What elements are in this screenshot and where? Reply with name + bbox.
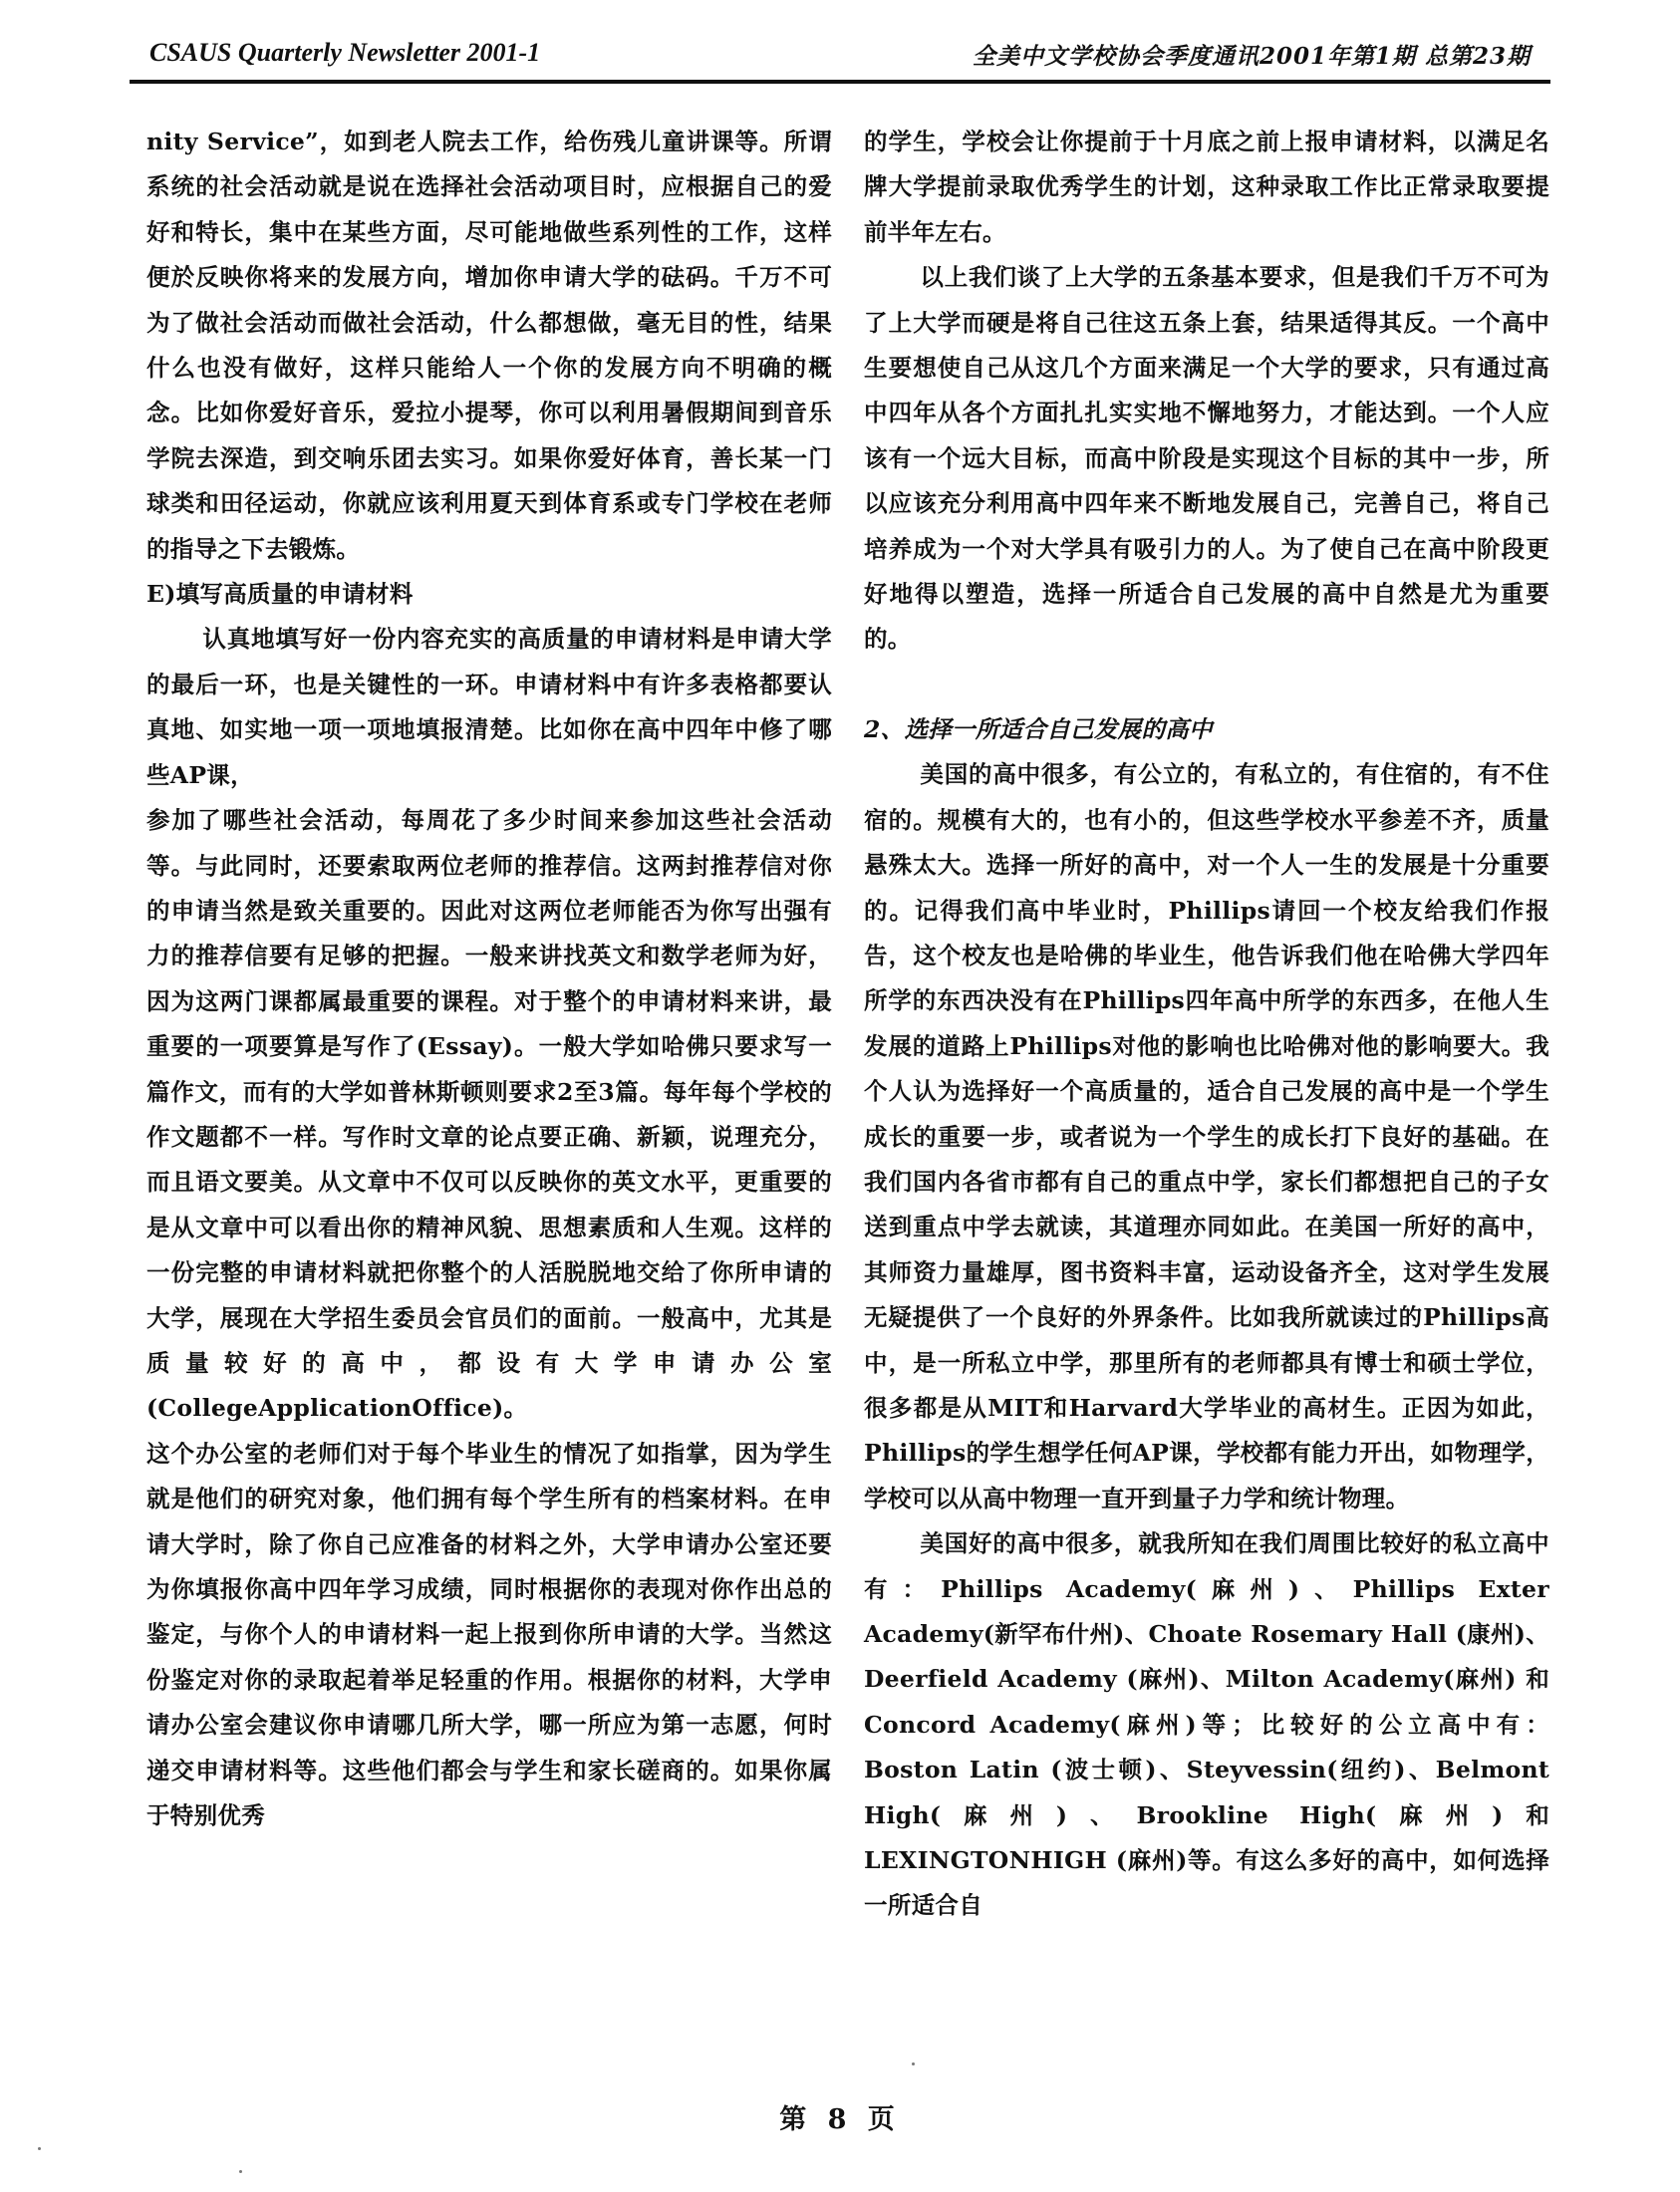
right-paragraph-2: 以上我们谈了上大学的五条基本要求，但是我们千万不可为了上大学而硬是将自己往这五条上套，结果适得其反。一个高中生要想使自己从这几个方面来满足一个大学的要求，只有通过高中四年从各个方面扎扎实实地不懈地努力，才能达到。一个人应该有一个远大目标，而高中阶段是实现这个目标的其中一步，所以应该充分利用高中四年来不断地发展自己，完善自己，将自己培养成为一个对大学具有吸引力的人。为了使自己在高中阶段更好地得以塑造，选择一所适合自己发展的高中自然是尤为重要的。 — [864, 263, 1549, 654]
scan-speck — [38, 2147, 41, 2150]
left-paragraph-4: 这个办公室的老师们对于每个毕业生的情况了如指掌，因为学生就是他们的研究对象，他们拥有每个学生所有的档案材料。在申请大学时，除了你自己应准备的材料之外，大学申请办公室还要为你填报你高中四年学习成绩，同时根据你的表现对你作出总的鉴定，与你个人的申请材料一起上报到你所申请的大学。当然这份鉴定对你的录取起着举足轻重的作用。根据你的材料，大学申请办公室会建议你申请哪几所大学，哪一所应为第一志愿，何时递交申请材料等。这些他们都会与学生和家长磋商的。如果你属于特别优秀 — [146, 1439, 832, 1830]
newsletter-title-zh: 全美中文学校协会季度通讯2001年第1期 总第23期 — [972, 43, 1531, 70]
right-column — [864, 120, 1549, 1929]
section-heading-2: 2、选择一所适合自己发展的高中 — [864, 714, 1213, 743]
scan-speck — [239, 2170, 242, 2173]
right-paragraph-1: 的学生，学校会让你提前于十月底之前上报申请材料，以满足名牌大学提前录取优秀学生的计划，这种录取工作比正常录取要提前半年左右。 — [864, 128, 1549, 246]
scan-speck — [912, 2062, 915, 2065]
left-paragraph-2: 认真地填写好一份内容充实的高质量的申请材料是申请大学的最后一环，也是关键性的一环。申请材料中有许多表格都要认真地、如实地一项一项地填报清楚。比如你在高中四年中修了哪些AP课， — [146, 625, 832, 789]
left-paragraph-3: 参加了哪些社会活动，每周花了多少时间来参加这些社会活动等。与此同时，还要索取两位老师的推荐信。这两封推荐信对你的申请当然是致关重要的。因此对这两位老师能否为你写出强有力的推荐信要有足够的把握。一般来讲找英文和数学老师为好，因为这两门课都属最重要的课程。对于整个的申请材料来讲，最重要的一项要算是写作了(Essay)。一般大学如哈佛只要求写一篇作文，而有的大学如普林斯顿则要求2至3篇。每年每个学校的作文题都不一样。写作时文章的论点要正确、新颖，说理充分，而且语文要美。从文章中不仅可以反映你的英文水平，更重要的是从文章中可以看出你的精神风貌、思想素质和人生观。这样的一份完整的申请材料就把你整个的人活脱脱地交给了你所申请的大学，展现在大学招生委员会官员们的面前。一般高中，尤其是质量较好的高中，都设有大学申请办公室(CollegeApplicationOffice)。 — [146, 806, 832, 1423]
header-divider — [130, 80, 1550, 84]
newsletter-title-en: CSAUS Quarterly Newsletter 2001-1 — [149, 38, 541, 67]
page-number: 第 8 页 — [779, 2104, 901, 2135]
left-paragraph-1: nity Service”，如到老人院去工作，给伤残儿童讲课等。所谓系统的社会活动就是说在选择社会活动项目时，应根据自己的爱好和特长，集中在某些方面，尽可能地做些系列性的工作，这样便於反映你将来的发展方向，增加你申请大学的砝码。千万不可为了做社会活动而做社会活动，什么都想做，毫无目的性，结果什么也没有做好，这样只能给人一个你的发展方向不明确的概念。比如你爱好音乐，爱拉小提琴，你可以利用暑假期间到音乐学院去深造，到交响乐团去实习。如果你爱好体育，善长某一门球类和田径运动，你就应该利用夏天到体育系或专门学校在老师的指导之下去锻炼。 — [146, 128, 832, 563]
right-paragraph-3: 美国的高中很多，有公立的，有私立的，有住宿的，有不住宿的。规模有大的，也有小的，但这些学校水平参差不齐，质量悬殊太大。选择一所好的高中，对一个人一生的发展是十分重要的。记得我们高中毕业时，Phillips请回一个校友给我们作报告，这个校友也是哈佛的毕业生，他告诉我们他在哈佛大学四年所学的东西决没有在Phillips四年高中所学的东西多，在他人生发展的道路上Phillips对他的影响也比哈佛对他的影响要大。我个人认为选择好一个高质量的，适合自己发展的高中是一个学生成长的重要一步，或者说为一个学生的成长打下良好的基础。在我们国内各省市都有自己的重点中学，家长们都想把自己的子女送到重点中学去就读，其道理亦同如此。在美国一所好的高中，其师资力量雄厚，图书资料丰富，运动设备齐全，这对学生发展无疑提供了一个良好的外界条件。比如我所就读过的Phillips高中，是一所私立中学，那里所有的老师都具有博士和硕士学位，很多都是从MIT和Harvard大学毕业的高材生。正因为如此，Phillips的学生想学任何AP课，学校都有能力开出，如物理学，学校可以从高中物理一直开到量子力学和统计物理。 — [864, 760, 1549, 1512]
right-paragraph-4: 美国好的高中很多，就我所知在我们周围比较好的私立高中有：Phillips Academy(麻州)、Phillips Exter Academy(新罕布什州)、Choate Rosemary Hall (康州)、Deerfield Academy (麻州)、Milton Academy(麻州) 和 Concord Academy(麻州)等；比较好的公立高中有：Boston Latin (波士顿)、Steyvessin(纽约)、Belmont High(麻州)、Brookline High(麻州)和LEXINGTONHIGH (麻州)等。有这么多好的高中，如何选择一所适合自 — [864, 1529, 1549, 1920]
section-heading-e: E)填写高质量的申请材料 — [146, 580, 414, 609]
left-column — [146, 120, 832, 1838]
